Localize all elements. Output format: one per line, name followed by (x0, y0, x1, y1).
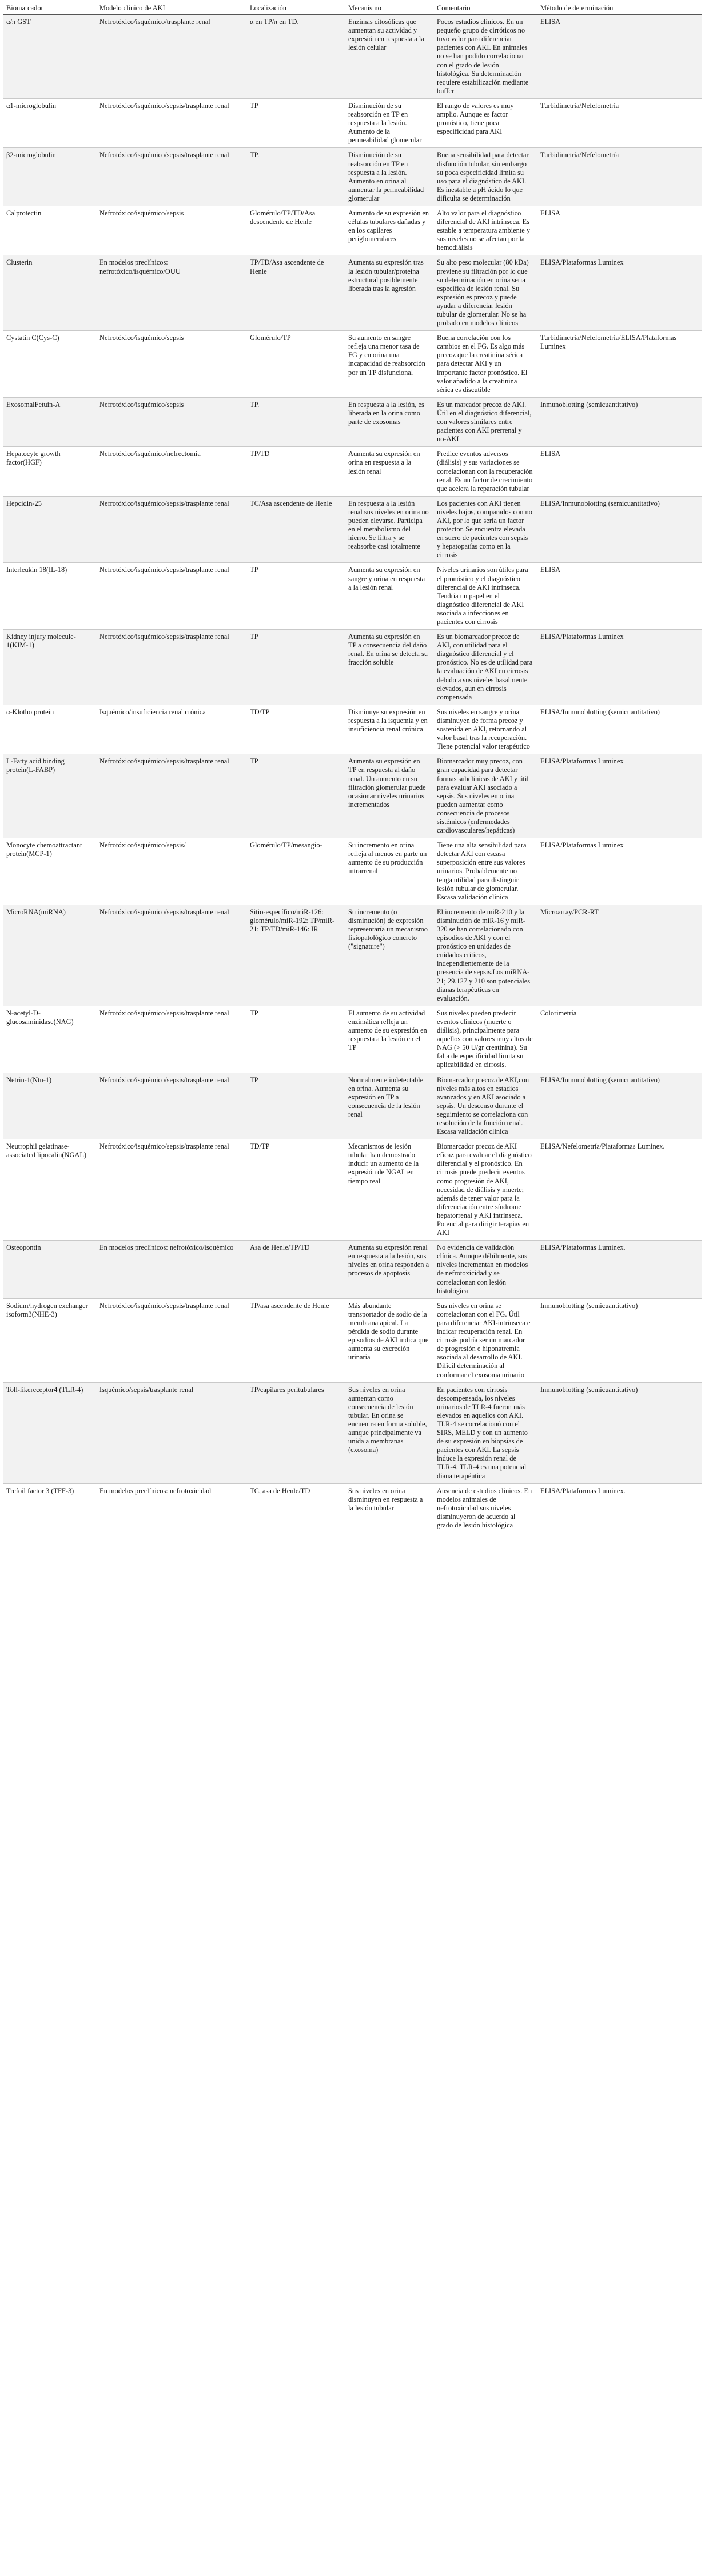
clinical-model-cell: Nefrotóxico/isquémico/sepsis/trasplante renal (97, 98, 247, 147)
biomarker-cell: Hepatocyte growth factor(HGF) (3, 447, 97, 496)
comment-cell: Pocos estudios clínicos. En un pequeño grupo de cirróticos no tuvo valor para diferenciar pacientes con AKI. En animales no se han podido correlacionar con el grado de lesión histológica. Su determinación requiere estabilización mediante buffer (434, 15, 537, 99)
location-cell: TD/TP (247, 705, 345, 754)
biomarker-cell: Kidney injury molecule-1(KIM-1) (3, 630, 97, 705)
location-cell: TP/capilares peritubulares (247, 1382, 345, 1483)
table-row (3, 255, 702, 331)
table-row (3, 905, 702, 1006)
mechanism-cell: Disminuye su expresión en respuesta a la isquemia y en insuficiencia renal crónica (345, 705, 434, 754)
location-cell: TP/TD (247, 447, 345, 496)
table-row (3, 705, 702, 754)
location-cell: Glomérulo/TP/mesangio- (247, 838, 345, 905)
location-cell: Sitio-específico/miR-126: glomérulo/miR-192: TP/miR-21: TP/TD/miR-146: IR (247, 905, 345, 1006)
clinical-model-cell: Nefrotóxico/isquémico/sepsis (97, 397, 247, 446)
method-cell: ELISA (537, 447, 702, 496)
biomarker-cell: N-acetyl-D-glucosaminidase(NAG) (3, 1006, 97, 1073)
mechanism-cell: Su incremento (o disminución) de expresión representaría un mecanismo fisiopatológico concreto ("signature") (345, 905, 434, 1006)
header-location: Localización (247, 1, 345, 15)
method-cell: ELISA/Plataformas Luminex. (537, 1241, 702, 1299)
clinical-model-cell: Nefrotóxico/isquémico/sepsis/trasplante renal (97, 630, 247, 705)
comment-cell: Ausencia de estudios clínicos. En modelos animales de nefrotoxicidad sus niveles disminuyeron de acuerdo al grado de lesión histológica (434, 1483, 537, 1533)
biomarker-cell: MicroRNA(miRNA) (3, 905, 97, 1006)
method-cell: ELISA/Plataformas Luminex. (537, 1483, 702, 1533)
mechanism-cell: Aumenta su expresión tras la lesión tubular/proteína estructural posiblemente liberada tras la agresión (345, 255, 434, 331)
table-row (3, 447, 702, 496)
mechanism-cell: Sus niveles en orina disminuyen en respuesta a la lesión tubular (345, 1483, 434, 1533)
comment-cell: Biomarcador precoz de AKI,con niveles más altos en estadios avanzados y en AKI asociado a sepsis. Un descenso durante el seguimiento se correlaciona con resolución de la función renal. Escasa validación clínica (434, 1073, 537, 1139)
method-cell: ELISA/Plataformas Luminex (537, 255, 702, 331)
mechanism-cell: Normalmente indetectable en orina. Aumenta su expresión en TP a consecuencia de la lesión renal (345, 1073, 434, 1139)
mechanism-cell: Disminución de su reabsorción en TP en respuesta a la lesión. Aumento en orina al aumentar la permeabilidad glomerular (345, 148, 434, 206)
location-cell: TP (247, 630, 345, 705)
location-cell: TP. (247, 148, 345, 206)
header-comment: Comentario (434, 1, 537, 15)
method-cell: Turbidimetría/Nefelometría (537, 148, 702, 206)
clinical-model-cell: Nefrotóxico/isquémico/trasplante renal (97, 15, 247, 99)
location-cell: TP (247, 754, 345, 838)
clinical-model-cell: Nefrotóxico/isquémico/sepsis/ (97, 838, 247, 905)
location-cell: Glomérulo/TP (247, 331, 345, 398)
table-row (3, 1139, 702, 1241)
comment-cell: En pacientes con cirrosis descompensada, los niveles urinarios de TLR-4 fueron más elevados en aquellos con AKI. TLR-4 se correlacionó con el SIRS, MELD y con un aumento de su expresión en biopsias de pacientes con AKI. La sepsis induce la expresión renal de TLR-4. TLR-4 es una potencial diana terapéutica (434, 1382, 537, 1483)
table-row (3, 15, 702, 99)
table-row (3, 1382, 702, 1483)
comment-cell: Biomarcador muy precoz, con gran capacidad para detectar formas subclínicas de AKI y útil para evaluar AKI asociado a sepsis. Sus niveles en orina pueden aumentar como consecuencia de procesos sistémicos (enfermedades cardiovasculares/hepáticas) (434, 754, 537, 838)
header-mechanism: Mecanismo (345, 1, 434, 15)
clinical-model-cell: Nefrotóxico/isquémico/sepsis (97, 331, 247, 398)
mechanism-cell: El aumento de su actividad enzimática refleja un aumento de su expresión en respuesta a la lesión en el TP (345, 1006, 434, 1073)
biomarker-cell: Hepcidin-25 (3, 496, 97, 563)
method-cell: Inmunoblotting (semicuantitativo) (537, 1382, 702, 1483)
method-cell: ELISA/Inmunoblotting (semicuantitativo) (537, 1073, 702, 1139)
table-row (3, 1483, 702, 1533)
mechanism-cell: Más abundante transportador de sodio de la membrana apical. La pérdida de sodio durante episodios de AKI indica que aumenta su excreción urinaria (345, 1298, 434, 1382)
comment-cell: Buena correlación con los cambios en el FG. Es algo más precoz que la creatinina sérica para detectar AKI y un importante factor pronóstico. El valor añadido a la creatinina sérica es discutible (434, 331, 537, 398)
mechanism-cell: Aumenta su expresión en sangre y orina en respuesta a la lesión renal (345, 563, 434, 630)
table-row (3, 98, 702, 147)
biomarker-cell: Calprotectin (3, 206, 97, 255)
biomarker-cell: Interleukin 18(IL-18) (3, 563, 97, 630)
clinical-model-cell: Nefrotóxico/isquémico/nefrectomía (97, 447, 247, 496)
method-cell: ELISA (537, 15, 702, 99)
comment-cell: El rango de valores es muy amplio. Aunque es factor pronóstico, tiene poca especificidad para AKI (434, 98, 537, 147)
table-row (3, 397, 702, 446)
comment-cell: Predice eventos adversos (diálisis) y sus variaciones se correlacionan con la recuperación renal. Es un factor de crecimiento que acelera la reparación tubular (434, 447, 537, 496)
comment-cell: El incremento de miR-210 y la disminución de miR-16 y miR-320 se han correlacionado con episodios de AKI y con el pronóstico en unidades de cuidados críticos, independientemente de la presencia de sepsis.Los miRNA-21; 29.127 y 210 son potenciales dianas terapéuticas en evaluación. (434, 905, 537, 1006)
comment-cell: Sus niveles en sangre y orina disminuyen de forma precoz y sostenida en AKI, retornando al valor basal tras la recuperación. Tiene potencial valor terapéutico (434, 705, 537, 754)
biomarker-cell: β2-microglobulin (3, 148, 97, 206)
location-cell: TP (247, 1073, 345, 1139)
biomarker-cell: Monocyte chemoattractant protein(MCP-1) (3, 838, 97, 905)
mechanism-cell: Aumenta su expresión en TP a consecuencia del daño renal. En orina se detecta su fracción soluble (345, 630, 434, 705)
table-row (3, 563, 702, 630)
comment-cell: Buena sensibilidad para detectar disfunción tubular, sin embargo su poca especificidad limita su uso para el diagnóstico de AKI. Es inestable a pH ácido lo que dificulta se determinación (434, 148, 537, 206)
comment-cell: Sus niveles pueden predecir eventos clínicos (muerte o diálisis), principalmente para aquellos con valores muy altos de NAG (> 50 U/gr creatinina). Su falta de especificidad limita su aplicabilidad en cirrosis. (434, 1006, 537, 1073)
mechanism-cell: Aumenta su expresión en orina en respuesta a la lesión renal (345, 447, 434, 496)
mechanism-cell: En respuesta a la lesión renal sus niveles en orina no pueden elevarse. Participa en el metabolismo del hierro. Se filtra y se reabsorbe casi totalmente (345, 496, 434, 563)
table-row (3, 1241, 702, 1299)
mechanism-cell: Mecanismos de lesión tubular han demostrado inducir un aumento de la expresión de NGAL en tiempo real (345, 1139, 434, 1241)
method-cell: Turbidimetría/Nefelometría/ELISA/Plataformas Luminex (537, 331, 702, 398)
clinical-model-cell: Nefrotóxico/isquémico/sepsis/trasplante renal (97, 563, 247, 630)
comment-cell: Biomarcador precoz de AKI eficaz para evaluar el diagnóstico diferencial y el pronóstico. En cirrosis puede predecir eventos como progresión de AKI, necesidad de diálisis y muerte; además de tener valor para la diferenciación entre síndrome hepatorrenal y AKI intrínseca. Potencial para dirigir terapias en AKI (434, 1139, 537, 1241)
biomarker-cell: α-Klotho protein (3, 705, 97, 754)
mechanism-cell: Enzimas citosólicas que aumentan su actividad y expresión en respuesta a la lesión celular (345, 15, 434, 99)
table-row (3, 1006, 702, 1073)
comment-cell: Niveles urinarios son útiles para el pronóstico y el diagnóstico diferencial de AKI intrínseca. Tendría un papel en el diagnóstico diferencial de AKI asociada a infecciones en pacientes con cirrosis (434, 563, 537, 630)
location-cell: Asa de Henle/TP/TD (247, 1241, 345, 1299)
location-cell: Glomérulo/TP/TD/Asa descendente de Henle (247, 206, 345, 255)
biomarker-table (3, 1, 702, 1533)
clinical-model-cell: En modelos preclínicos: nefrotoxicidad (97, 1483, 247, 1533)
comment-cell: Alto valor para el diagnóstico diferencial de AKI intrínseca. Es estable a temperatura ambiente y sus niveles no se afectan por la hemodiálisis (434, 206, 537, 255)
mechanism-cell: Aumento de su expresión en células tubulares dañadas y en los capilares periglomerulares (345, 206, 434, 255)
clinical-model-cell: Nefrotóxico/isquémico/sepsis/trasplante renal (97, 754, 247, 838)
biomarker-cell: Clusterin (3, 255, 97, 331)
table-row (3, 148, 702, 206)
header-biomarker: Biomarcador (3, 1, 97, 15)
table-header (3, 1, 702, 15)
mechanism-cell: Su aumento en sangre refleja una menor tasa de FG y en orina una incapacidad de reabsorción por un TP disfuncional (345, 331, 434, 398)
table-row (3, 206, 702, 255)
location-cell: TP (247, 1006, 345, 1073)
comment-cell: Es un marcador precoz de AKI. Útil en el diagnóstico diferencial, con valores similares entre pacientes con AKI prerrenal y no-AKI (434, 397, 537, 446)
clinical-model-cell: En modelos preclínicos: nefrotóxico/isquémico/OUU (97, 255, 247, 331)
mechanism-cell: Sus niveles en orina aumentan como consecuencia de lesión tubular. En orina se encuentra en forma soluble, aunque principalmente va unida a membranas (exosoma) (345, 1382, 434, 1483)
clinical-model-cell: Isquémico/sepsis/trasplante renal (97, 1382, 247, 1483)
comment-cell: Tiene una alta sensibilidad para detectar AKI con escasa superposición entre sus valores urinarios. Probablemente no tenga utilidad para distinguir lesión tubular de glomerular. Escasa validación clínica (434, 838, 537, 905)
biomarker-cell: Osteopontin (3, 1241, 97, 1299)
clinical-model-cell: Nefrotóxico/isquémico/sepsis/trasplante renal (97, 1139, 247, 1241)
comment-cell: Sus niveles en orina se correlacionan con el FG. Útil para diferenciar AKI-intrínseca e indicar recuperación renal. En cirrosis podría ser un marcador de progresión e hiponatremia asociada al desarrollo de AKI. Difícil determinación al conformar el exosoma urinario (434, 1298, 537, 1382)
mechanism-cell: Su incremento en orina refleja al menos en parte un aumento de su producción intrarrenal (345, 838, 434, 905)
biomarker-cell: ExosomalFetuin-A (3, 397, 97, 446)
mechanism-cell: Aumenta su expresión en TP en respuesta al daño renal. Un aumento en su filtración glomerular puede ocasionar niveles urinarios incrementados (345, 754, 434, 838)
mechanism-cell: En respuesta a la lesión, es liberada en la orina como parte de exosomas (345, 397, 434, 446)
clinical-model-cell: Nefrotóxico/isquémico/sepsis/trasplante renal (97, 496, 247, 563)
clinical-model-cell: Nefrotóxico/isquémico/sepsis/trasplante renal (97, 1006, 247, 1073)
comment-cell: Es un biomarcador precoz de AKI, con utilidad para el diagnóstico diferencial y el pronóstico. No es de utilidad para la evaluación de AKI en cirrosis debido a sus niveles basalmente elevados, aun en cirrosis compensada (434, 630, 537, 705)
table-row (3, 754, 702, 838)
location-cell: TC, asa de Henle/TD (247, 1483, 345, 1533)
comment-cell: Los pacientes con AKI tienen niveles bajos, comparados con no AKI, por lo que sería un factor protector. Se encuentra elevada en suero de pacientes con sepsis y hepatopatías como en la cirrosis (434, 496, 537, 563)
method-cell: ELISA (537, 563, 702, 630)
location-cell: TP/TD/Asa ascendente de Henle (247, 255, 345, 331)
biomarker-cell: Trefoil factor 3 (TFF-3) (3, 1483, 97, 1533)
clinical-model-cell: Nefrotóxico/isquémico/sepsis (97, 206, 247, 255)
clinical-model-cell: Nefrotóxico/isquémico/sepsis/trasplante renal (97, 1298, 247, 1382)
location-cell: TD/TP (247, 1139, 345, 1241)
header-clinical-model: Modelo clínico de AKI (97, 1, 247, 15)
method-cell: ELISA/Inmunoblotting (semicuantitativo) (537, 496, 702, 563)
clinical-model-cell: Nefrotóxico/isquémico/sepsis/trasplante renal (97, 905, 247, 1006)
table-row (3, 331, 702, 398)
method-cell: ELISA/Inmunoblotting (semicuantitativo) (537, 705, 702, 754)
clinical-model-cell: En modelos preclínicos: nefrotóxico/isquémico (97, 1241, 247, 1299)
table-row (3, 630, 702, 705)
mechanism-cell: Disminución de su reabsorción en TP en respuesta a la lesión. Aumento de la permeabilidad glomerular (345, 98, 434, 147)
table-row (3, 1073, 702, 1139)
location-cell: α en TP/π en TD. (247, 15, 345, 99)
method-cell: Inmunoblotting (semicuantitativo) (537, 397, 702, 446)
header-method: Método de determinación (537, 1, 702, 15)
method-cell: Colorimetría (537, 1006, 702, 1073)
table-row (3, 838, 702, 905)
method-cell: Microarray/PCR-RT (537, 905, 702, 1006)
table-row (3, 1298, 702, 1382)
header-row (3, 1, 702, 15)
method-cell: ELISA (537, 206, 702, 255)
location-cell: TC/Asa ascendente de Henle (247, 496, 345, 563)
comment-cell: Su alto peso molecular (80 kDa) previene su filtración por lo que su determinación en orina seria específica de lesión renal. Su expresión es precoz y puede ayudar a diferenciar lesión tubular de glomerular. No se ha probado en modelos clínicos (434, 255, 537, 331)
location-cell: TP (247, 98, 345, 147)
clinical-model-cell: Nefrotóxico/isquémico/sepsis/trasplante renal (97, 148, 247, 206)
biomarker-cell: L-Fatty acid binding protein(L-FABP) (3, 754, 97, 838)
method-cell: Turbidimetría/Nefelometría (537, 98, 702, 147)
method-cell: Inmunoblotting (semicuantitativo) (537, 1298, 702, 1382)
clinical-model-cell: Isquémico/insuficiencia renal crónica (97, 705, 247, 754)
clinical-model-cell: Nefrotóxico/isquémico/sepsis/trasplante renal (97, 1073, 247, 1139)
method-cell: ELISA/Nefelometría/Plataformas Luminex. (537, 1139, 702, 1241)
location-cell: TP/asa ascendente de Henle (247, 1298, 345, 1382)
table-row (3, 496, 702, 563)
biomarker-cell: Neutrophil gelatinase-associated lipocalin(NGAL) (3, 1139, 97, 1241)
biomarker-cell: α/π GST (3, 15, 97, 99)
method-cell: ELISA/Plataformas Luminex (537, 838, 702, 905)
biomarker-cell: α1-microglobulin (3, 98, 97, 147)
method-cell: ELISA/Plataformas Luminex (537, 630, 702, 705)
location-cell: TP. (247, 397, 345, 446)
method-cell: ELISA/Plataformas Luminex (537, 754, 702, 838)
mechanism-cell: Aumenta su expresión renal en respuesta a la lesión, sus niveles en orina responden a procesos de apoptosis (345, 1241, 434, 1299)
biomarker-cell: Toll-likereceptor4 (TLR-4) (3, 1382, 97, 1483)
biomarker-cell: Netrin-1(Ntn-1) (3, 1073, 97, 1139)
table-body (3, 15, 702, 1533)
biomarker-cell: Sodium/hydrogen exchanger isoform3(NHE-3) (3, 1298, 97, 1382)
comment-cell: No evidencia de validación clínica. Aunque débilmente, sus niveles incrementan en modelos de nefrotoxicidad y se correlacionan con lesión histológica (434, 1241, 537, 1299)
biomarker-cell: Cystatin C(Cys-C) (3, 331, 97, 398)
location-cell: TP (247, 563, 345, 630)
